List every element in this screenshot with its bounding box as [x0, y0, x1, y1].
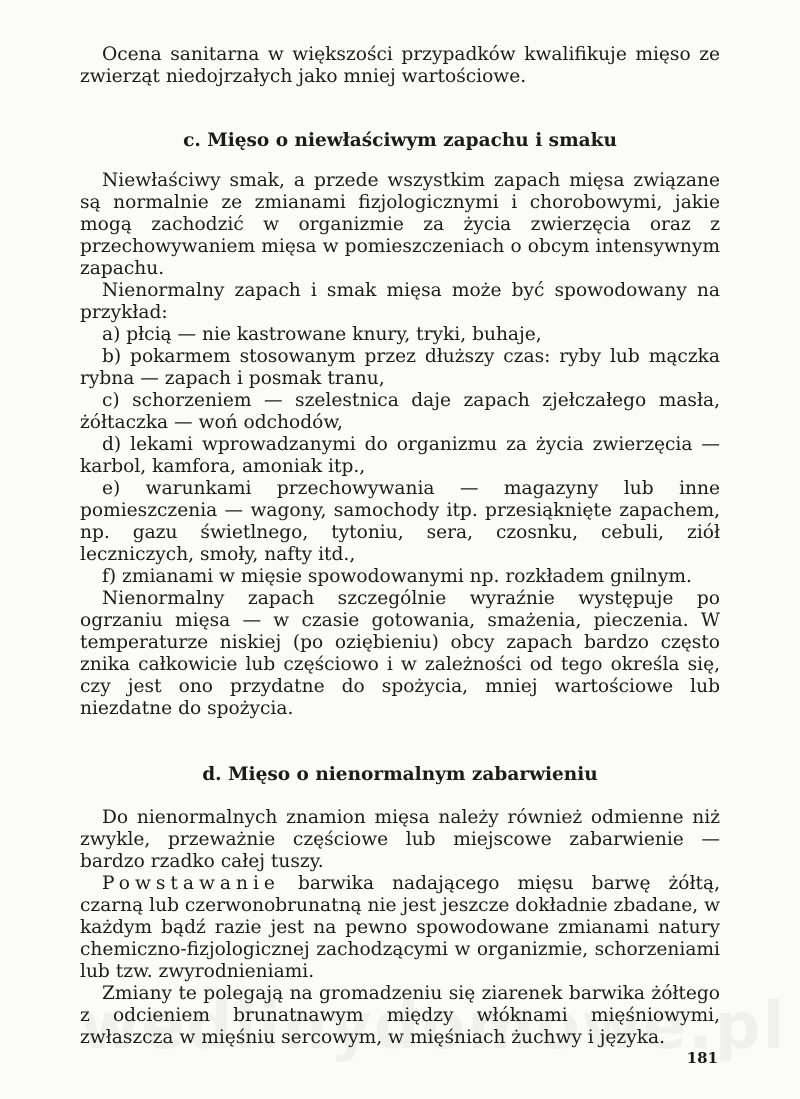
list-item-d: d) lekami wprowadzanymi do organizmu za życia zwierzęcia — karbol, kamfora, amoniak itp.,	[80, 434, 720, 477]
page-number: 181	[686, 1049, 718, 1067]
list-item-b: b) pokarmem stosowanym przez dłuższy czas: ryby lub mączka rybna — zapach i posmak tranu,	[80, 346, 720, 389]
section-c-heading: c. Mięso o niewłaściwym zapachu i smaku	[183, 130, 617, 151]
section-d-paragraph-1: Do nienormalnych znamion mięsa należy również odmienne niż zwykle, przeważnie częściowe lub miejscowe zabarwienie — bardzo rzadko całej tuszy.	[80, 807, 720, 872]
page-body	[80, 44, 720, 1049]
section-c-paragraph-1: Niewłaściwy smak, a przede wszystkim zapach mięsa związane są normalnie ze zmianami fizjologicznymi i chorobowymi, jakie mogą zachodzić w organizmie za życia zwierzęcia oraz z przechowywaniem mięsa w pomieszczeniach o obcym intensywnym zapachu.	[80, 170, 720, 279]
list-item-e: e) warunkami przechowywania — magazyny lub inne pomieszczenia — wagony, samochody itp. przesiąknięte zapachem, np. gazu świetlnego, tytoniu, sera, czosnku, cebuli, ziół leczniczych, smoły, nafty itd.,	[80, 478, 720, 565]
intro-paragraph: Ocena sanitarna w większości przypadków kwalifikuje mięso ze zwierząt niedojrzałych jako mniej wartościowe.	[80, 44, 720, 87]
list-item-c: c) schorzeniem — szelestnica daje zapach zjełczałego masła, żółtaczka — woń odchodów,	[80, 390, 720, 433]
paragraph-2-rest: barwika nadającego mięsu barwę żółtą, czarną lub czerwonobrunatną nie jest jeszcze dokładnie zbadane, w każdym bądź razie jest na pewno spowodowane zmianami natury chemiczno-fizjologicznej zachodzącymi w organizmie, schorzeniami lub tzw. zwyrodnieniami.	[80, 873, 721, 982]
spaced-term: Powstawanie	[102, 873, 280, 894]
list-item-a: a) płcią — nie kastrowane knury, tryki, buhaje,	[102, 324, 542, 345]
section-d-paragraph-2	[80, 873, 720, 983]
list-item-f: f) zmianami w mięsie spowodowanymi np. rozkładem gnilnym.	[102, 566, 692, 587]
section-c-paragraph-2: Nienormalny zapach i smak mięsa może być spowodowany na przykład:	[80, 280, 720, 323]
section-c-paragraph-3: Nienormalny zapach szczególnie wyraźnie występuje po ogrzaniu mięsa — w czasie gotowania, smażenia, pieczenia. W temperaturze niskiej (po oziębieniu) obcy zapach bardzo często znika całkowicie lub częściowo i w zależności od tego określa się, czy jest ono przydatne do spożycia, mniej wartościowe lub niezdatne do spożycia.	[80, 588, 720, 719]
section-d-paragraph-3: Zmiany te polegają na gromadzeniu się ziarenek barwika żółtego z odcieniem brunatnawym między włóknami mięśniowymi, zwłaszcza w mięśniu sercowym, w mięśniach żuchwy i języka.	[80, 983, 720, 1048]
section-d-heading: d. Mięso o nienormalnym zabarwieniu	[202, 764, 598, 785]
